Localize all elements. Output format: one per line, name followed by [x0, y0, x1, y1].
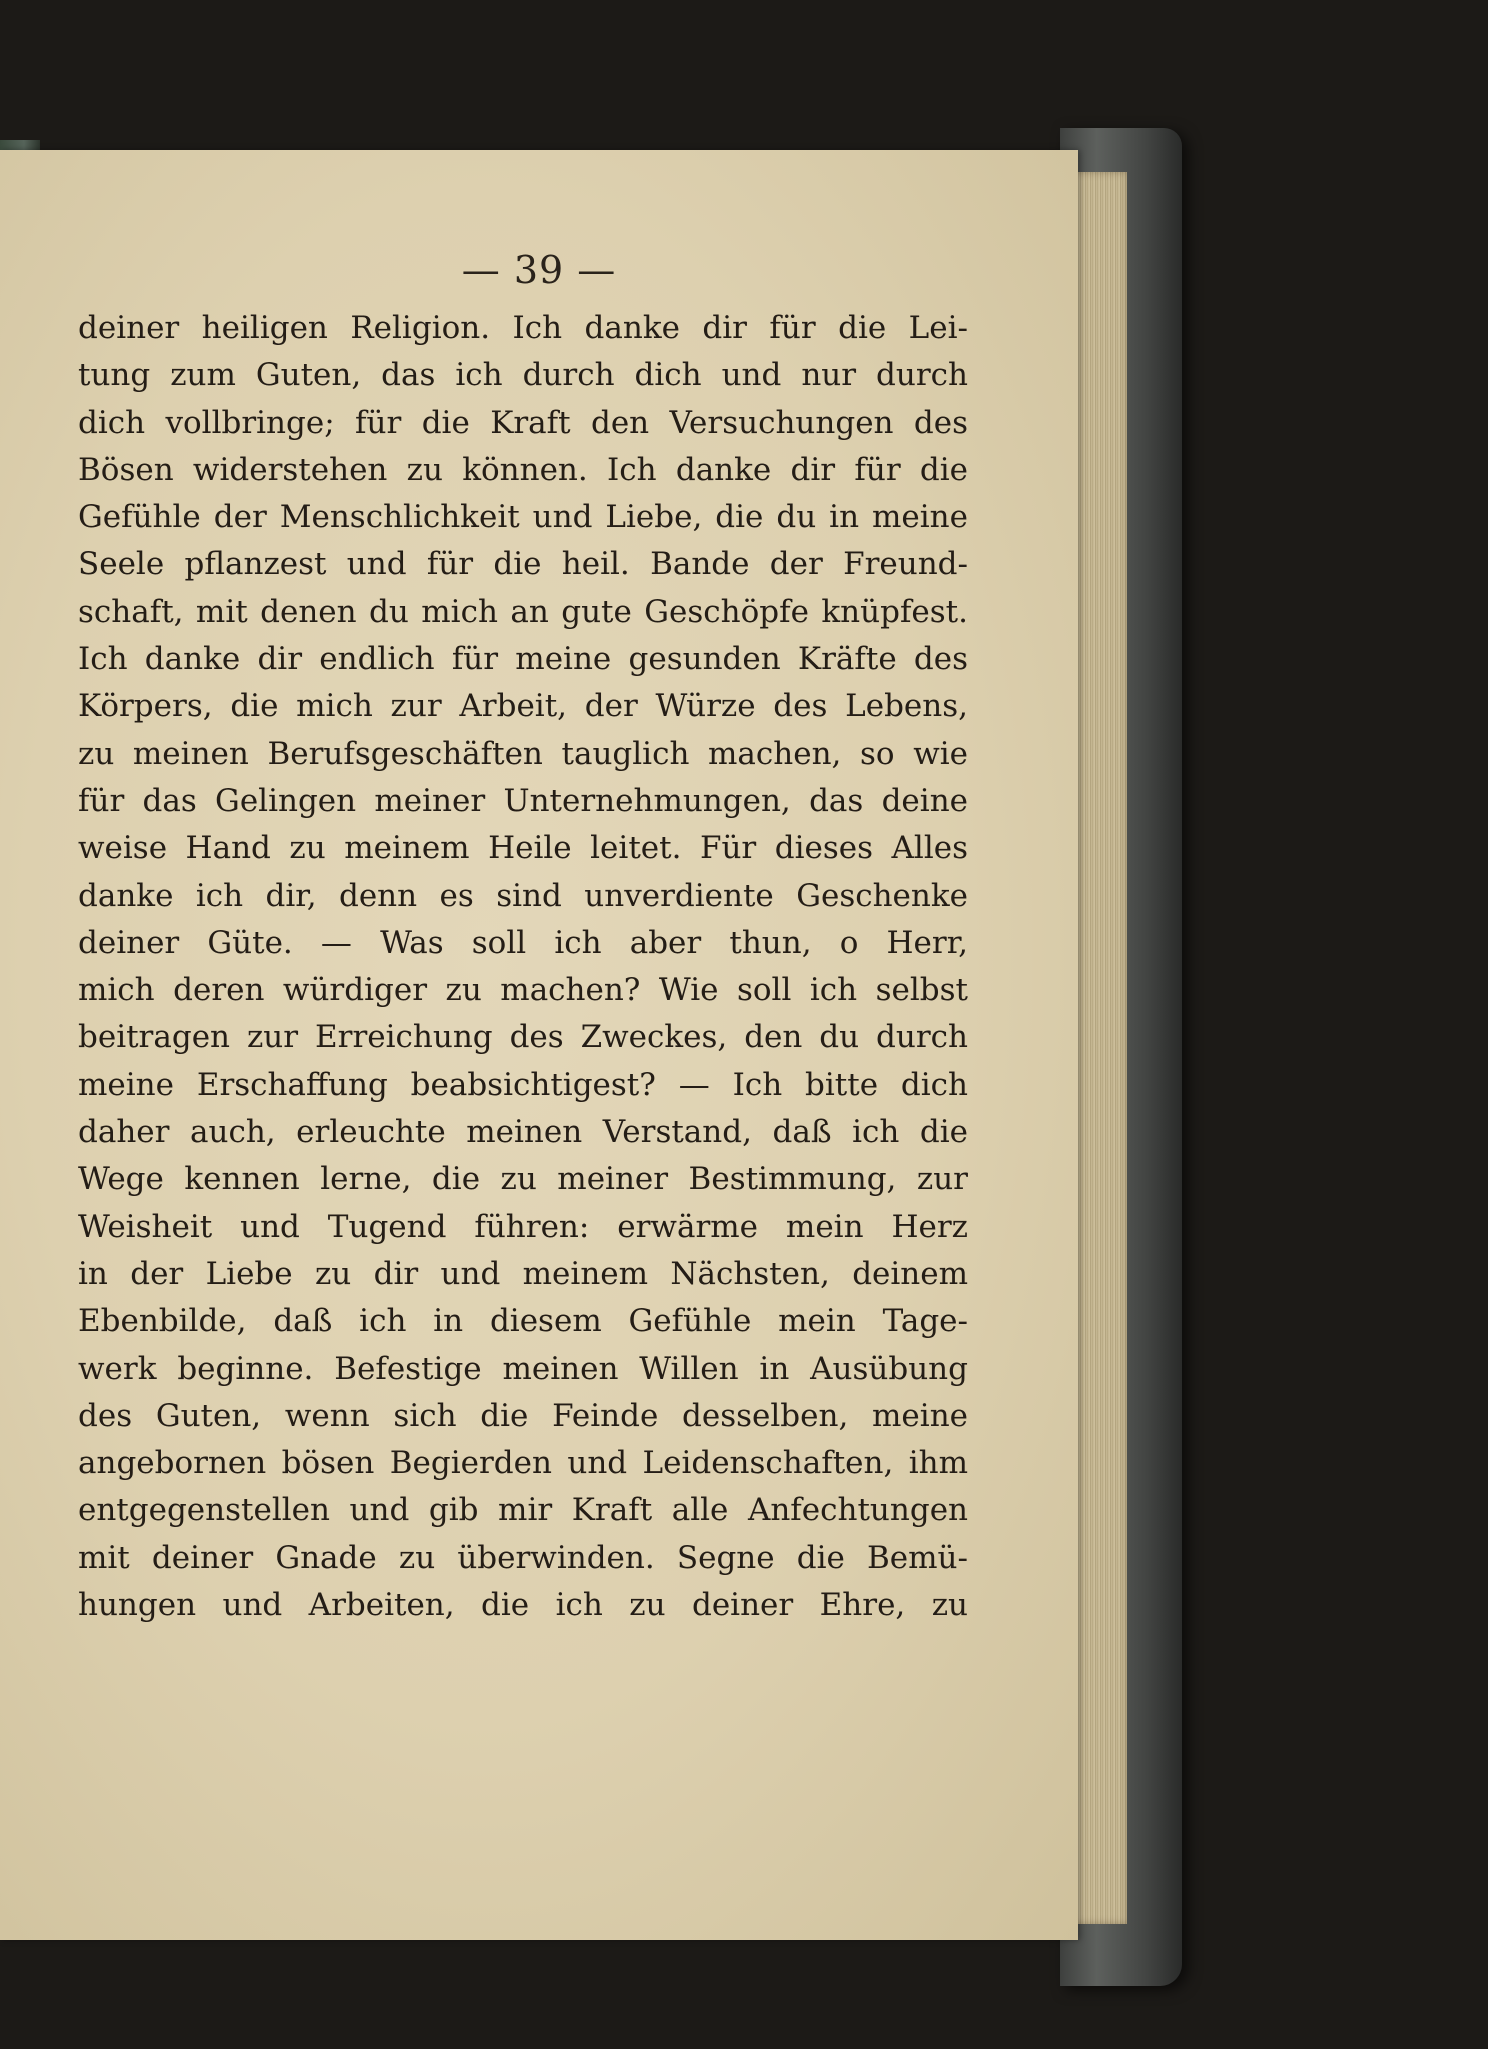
text-line: mit deiner Gnade zu überwinden. Segne die Bemü-	[78, 1539, 968, 1576]
text-line: deiner heiligen Religion. Ich danke dir für die Lei-	[78, 310, 968, 346]
text-line: dich vollbringe; für die Kraft den Versuchungen des	[78, 404, 968, 441]
text-line: Ich danke dir endlich für meine gesunden Kräfte des	[78, 641, 968, 678]
text-line: angebornen bösen Begierden und Leidenschaften, ihm	[78, 1445, 968, 1482]
text-line: Ebenbilde, daß ich in diesem Gefühle mein Tage-	[78, 1303, 968, 1340]
text-line: danke ich dir, denn es sind unverdiente Geschenke	[78, 877, 968, 914]
text-line: Wege kennen lerne, die zu meiner Bestimmung, zur	[78, 1161, 968, 1198]
text-line: für das Gelingen meiner Unternehmungen, das deine	[78, 782, 968, 819]
text-line: Seele pflanzest und für die heil. Bande der Freund-	[78, 546, 968, 583]
text-line: werk beginne. Befestige meinen Willen in Ausübung	[78, 1350, 968, 1387]
text-line: weise Hand zu meinem Heile leitet. Für dieses Alles	[78, 830, 968, 867]
text-line: daher auch, erleuchte meinen Verstand, daß ich die	[78, 1114, 968, 1151]
text-line: Weisheit und Tugend führen: erwärme mein Herz	[78, 1208, 968, 1245]
text-line: Bösen widerstehen zu können. Ich danke dir für die	[78, 451, 968, 488]
text-line: entgegenstellen und gib mir Kraft alle Anfechtungen	[78, 1492, 968, 1529]
text-line: schaft, mit denen du mich an gute Geschöpfe knüpfest.	[78, 593, 968, 630]
text-line: tung zum Guten, das ich durch dich und nur durch	[78, 357, 968, 394]
page-edges	[1070, 172, 1127, 1924]
text-line: beitragen zur Erreichung des Zweckes, den du durch	[78, 1019, 968, 1056]
text-line: Körpers, die mich zur Arbeit, der Würze des Lebens,	[78, 688, 968, 725]
text-line: hungen und Arbeiten, die ich zu deiner Ehre, zu	[78, 1587, 968, 1624]
text-line: zu meinen Berufsgeschäften tauglich machen, so wie	[78, 735, 968, 772]
page-number: — 39 —	[461, 248, 617, 292]
text-line: deiner Güte. — Was soll ich aber thun, o Herr,	[78, 924, 968, 961]
text-line: in der Liebe zu dir und meinem Nächsten, deinem	[78, 1255, 968, 1292]
text-line: des Guten, wenn sich die Feinde desselben, meine	[78, 1397, 968, 1434]
page-text	[78, 305, 968, 1629]
text-line: Gefühle der Menschlichkeit und Liebe, die du in meine	[78, 499, 968, 536]
text-line: mich deren würdiger zu machen? Wie soll ich selbst	[78, 972, 968, 1009]
text-line: meine Erschaffung beabsichtigest? — Ich bitte dich	[78, 1066, 968, 1103]
